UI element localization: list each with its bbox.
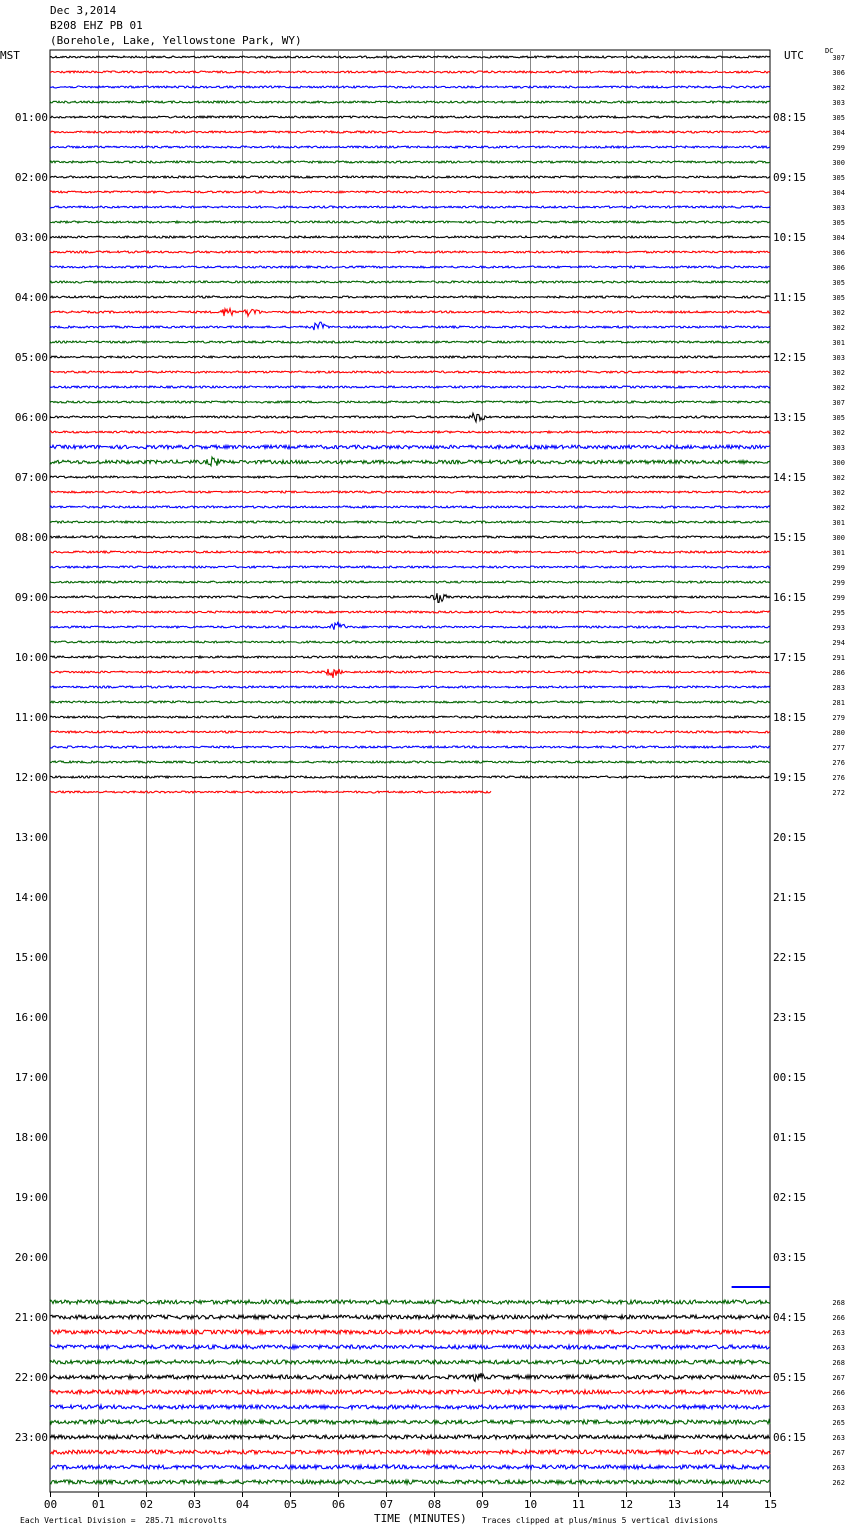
utc-hour-label: 20:15 (773, 831, 807, 844)
seismic-trace (50, 131, 770, 133)
mst-hour-label: 23:00 (14, 1431, 48, 1444)
x-tick-label: 11 (571, 1498, 586, 1511)
dc-value: 291 (832, 654, 845, 662)
x-tick-label: 09 (475, 1498, 490, 1511)
x-tick-label: 07 (379, 1498, 394, 1511)
dc-value: 272 (832, 789, 845, 797)
x-tick-label: 03 (187, 1498, 202, 1511)
seismic-trace (50, 176, 770, 178)
seismic-trace (50, 593, 770, 602)
seismic-trace (50, 1360, 770, 1364)
x-tick-label: 01 (91, 1498, 106, 1511)
utc-hour-label: 06:15 (773, 1431, 807, 1444)
seismic-trace (50, 791, 491, 793)
seismic-trace (50, 221, 770, 223)
x-tick-label: 10 (523, 1498, 538, 1511)
mst-hour-label: 21:00 (14, 1311, 48, 1324)
dc-value: 299 (832, 564, 845, 572)
dc-value: 304 (832, 234, 845, 242)
dc-value: 306 (832, 69, 845, 77)
utc-hour-label: 13:15 (773, 411, 807, 424)
seismic-trace (50, 71, 770, 73)
mst-hour-label: 14:00 (14, 891, 48, 904)
dc-value: 277 (832, 744, 845, 752)
seismic-trace (50, 191, 770, 193)
seismic-trace (50, 146, 770, 148)
dc-value: 307 (832, 54, 845, 62)
utc-hour-label: 16:15 (773, 591, 807, 604)
seismic-trace (50, 206, 770, 208)
x-tick-label: 06 (331, 1498, 346, 1511)
mst-hour-label: 15:00 (14, 951, 48, 964)
dc-value: 301 (832, 549, 845, 557)
dc-value: 262 (832, 1479, 845, 1487)
utc-hour-label: 03:15 (773, 1251, 807, 1264)
dc-value: 305 (832, 294, 845, 302)
seismic-trace (50, 322, 770, 330)
seismic-trace (50, 476, 770, 478)
utc-hour-label: 23:15 (773, 1011, 807, 1024)
x-tick-label: 14 (715, 1498, 730, 1511)
seismic-trace (50, 731, 770, 733)
seismic-trace (50, 413, 770, 422)
mst-hour-label: 08:00 (14, 531, 48, 544)
dc-value: 299 (832, 579, 845, 587)
mst-hour-label: 16:00 (14, 1011, 48, 1024)
x-tick-label: 04 (235, 1498, 250, 1511)
seismic-trace (50, 611, 770, 613)
dc-value: 276 (832, 759, 845, 767)
utc-hour-label: 18:15 (773, 711, 807, 724)
x-tick-label: 02 (139, 1498, 154, 1511)
mst-hour-label: 07:00 (14, 471, 48, 484)
seismic-trace (50, 1480, 770, 1484)
dc-value: 305 (832, 414, 845, 422)
seismic-trace (50, 1405, 770, 1409)
seismic-trace (50, 566, 770, 568)
seismic-trace (50, 341, 770, 343)
x-tick-label: 12 (619, 1498, 634, 1511)
seismic-trace (50, 431, 770, 433)
seismic-trace (50, 491, 770, 493)
seismic-trace (50, 236, 770, 238)
utc-hour-label: 21:15 (773, 891, 807, 904)
seismic-trace (50, 1465, 770, 1469)
seismic-trace (50, 581, 770, 583)
dc-value: 266 (832, 1389, 845, 1397)
dc-value: 268 (832, 1359, 845, 1367)
seismic-trace (50, 669, 770, 678)
dc-value: 265 (832, 1419, 845, 1427)
utc-hour-label: 14:15 (773, 471, 807, 484)
scale-note: Each Vertical Division = 285.71 microvolts (20, 1516, 228, 1525)
seismic-trace (50, 445, 770, 449)
seismic-trace (50, 371, 770, 373)
seismic-trace (50, 401, 770, 403)
dc-value: 301 (832, 519, 845, 527)
seismic-trace (50, 1435, 770, 1439)
dc-value: 268 (832, 1299, 845, 1307)
seismic-trace (50, 1330, 770, 1334)
utc-hour-label: 22:15 (773, 951, 807, 964)
dc-value: 302 (832, 384, 845, 392)
dc-value: 305 (832, 219, 845, 227)
seismic-trace (50, 281, 770, 283)
dc-value: 293 (832, 624, 845, 632)
mst-hour-label: 10:00 (14, 651, 48, 664)
seismic-trace (50, 86, 770, 88)
seismic-trace (50, 641, 770, 643)
dc-value: 267 (832, 1374, 845, 1382)
dc-value: 263 (832, 1404, 845, 1412)
dc-value: 267 (832, 1449, 845, 1457)
seismic-trace (50, 686, 770, 688)
mst-hour-label: 06:00 (14, 411, 48, 424)
mst-hour-label: 17:00 (14, 1071, 48, 1084)
mst-hour-label: 12:00 (14, 771, 48, 784)
dc-value: 263 (832, 1464, 845, 1472)
dc-value: 276 (832, 774, 845, 782)
clip-note: Traces clipped at plus/minus 5 vertical divisions (482, 1516, 719, 1525)
dc-value: 305 (832, 174, 845, 182)
x-axis-title: TIME (MINUTES) (374, 1512, 467, 1525)
x-tick-label: 13 (667, 1498, 682, 1511)
dc-value: 304 (832, 129, 845, 137)
seismic-trace (50, 1390, 770, 1394)
seismic-trace (50, 356, 770, 358)
dc-value: 283 (832, 684, 845, 692)
utc-hour-label: 02:15 (773, 1191, 807, 1204)
seismic-trace (50, 536, 770, 538)
utc-hour-label: 17:15 (773, 651, 807, 664)
seismic-trace (50, 296, 770, 298)
utc-hour-label: 00:15 (773, 1071, 807, 1084)
dc-value: 299 (832, 144, 845, 152)
station-label: B208 EHZ PB 01 (50, 19, 143, 32)
dc-value: 263 (832, 1329, 845, 1337)
mst-hour-label: 11:00 (14, 711, 48, 724)
seismic-trace (50, 101, 770, 103)
utc-hour-label: 08:15 (773, 111, 807, 124)
x-tick-label: 05 (283, 1498, 298, 1511)
seismic-trace (50, 386, 770, 388)
seismic-trace (50, 1315, 770, 1319)
mst-hour-label: 19:00 (14, 1191, 48, 1204)
dc-value: 299 (832, 594, 845, 602)
seismic-trace (50, 309, 770, 317)
dc-value: 266 (832, 1314, 845, 1322)
seismic-trace (50, 1420, 770, 1424)
seismic-trace (50, 161, 770, 163)
dc-value: 303 (832, 354, 845, 362)
seismic-trace (50, 551, 770, 553)
utc-hour-label: 04:15 (773, 1311, 807, 1324)
dc-value: 302 (832, 489, 845, 497)
seismic-trace (50, 746, 770, 748)
dc-value: 263 (832, 1434, 845, 1442)
mst-hour-label: 03:00 (14, 231, 48, 244)
utc-hour-label: 19:15 (773, 771, 807, 784)
seismic-trace (50, 701, 770, 703)
seismic-trace (50, 521, 770, 523)
x-tick-label: 15 (763, 1498, 778, 1511)
seismic-trace (50, 56, 770, 58)
dc-value: 281 (832, 699, 845, 707)
dc-value: 302 (832, 324, 845, 332)
dc-value: 303 (832, 444, 845, 452)
location-label: (Borehole, Lake, Yellowstone Park, WY) (50, 34, 302, 47)
dc-value: 295 (832, 609, 845, 617)
mst-hour-label: 01:00 (14, 111, 48, 124)
seismic-trace (50, 506, 770, 508)
mst-axis-label: MST (0, 49, 20, 62)
dc-value: 286 (832, 669, 845, 677)
seismic-trace (50, 251, 770, 253)
dc-value: 280 (832, 729, 845, 737)
mst-hour-label: 20:00 (14, 1251, 48, 1264)
mst-hour-label: 18:00 (14, 1131, 48, 1144)
dc-value: 300 (832, 159, 845, 167)
dc-value: 302 (832, 369, 845, 377)
seismic-trace (50, 116, 770, 118)
seismic-trace (50, 1373, 770, 1381)
seismic-trace (50, 776, 770, 778)
dc-value: 301 (832, 339, 845, 347)
mst-hour-label: 09:00 (14, 591, 48, 604)
dc-value: 305 (832, 279, 845, 287)
seismic-trace (50, 266, 770, 268)
dc-value: 303 (832, 99, 845, 107)
dc-value: 305 (832, 114, 845, 122)
seismic-trace (50, 761, 770, 763)
dc-value: 302 (832, 504, 845, 512)
dc-value: 300 (832, 534, 845, 542)
dc-value: 263 (832, 1344, 845, 1352)
seismic-trace (50, 1450, 770, 1454)
x-tick-label: 08 (427, 1498, 442, 1511)
utc-hour-label: 09:15 (773, 171, 807, 184)
seismic-trace (50, 457, 770, 466)
dc-value: 303 (832, 204, 845, 212)
seismic-trace (50, 656, 770, 658)
utc-hour-label: 01:15 (773, 1131, 807, 1144)
dc-value: 302 (832, 309, 845, 317)
dc-value: 306 (832, 249, 845, 257)
mst-hour-label: 22:00 (14, 1371, 48, 1384)
date-label: Dec 3,2014 (50, 4, 117, 17)
dc-axis-label: DC (825, 47, 834, 55)
seismic-trace (50, 1345, 770, 1349)
dc-value: 302 (832, 474, 845, 482)
dc-value: 304 (832, 189, 845, 197)
x-tick-label: 00 (43, 1498, 58, 1511)
dc-value: 302 (832, 429, 845, 437)
utc-hour-label: 11:15 (773, 291, 807, 304)
dc-value: 306 (832, 264, 845, 272)
seismic-trace (50, 622, 770, 630)
dc-value: 300 (832, 459, 845, 467)
dc-value: 294 (832, 639, 845, 647)
mst-hour-label: 05:00 (14, 351, 48, 364)
utc-hour-label: 10:15 (773, 231, 807, 244)
dc-value: 279 (832, 714, 845, 722)
dc-value: 302 (832, 84, 845, 92)
utc-hour-label: 12:15 (773, 351, 807, 364)
seismic-trace (50, 716, 770, 718)
mst-hour-label: 04:00 (14, 291, 48, 304)
utc-hour-label: 15:15 (773, 531, 807, 544)
utc-axis-label: UTC (784, 49, 804, 62)
dc-value: 307 (832, 399, 845, 407)
utc-hour-label: 05:15 (773, 1371, 807, 1384)
mst-hour-label: 13:00 (14, 831, 48, 844)
seismic-trace (50, 1300, 770, 1304)
mst-hour-label: 02:00 (14, 171, 48, 184)
